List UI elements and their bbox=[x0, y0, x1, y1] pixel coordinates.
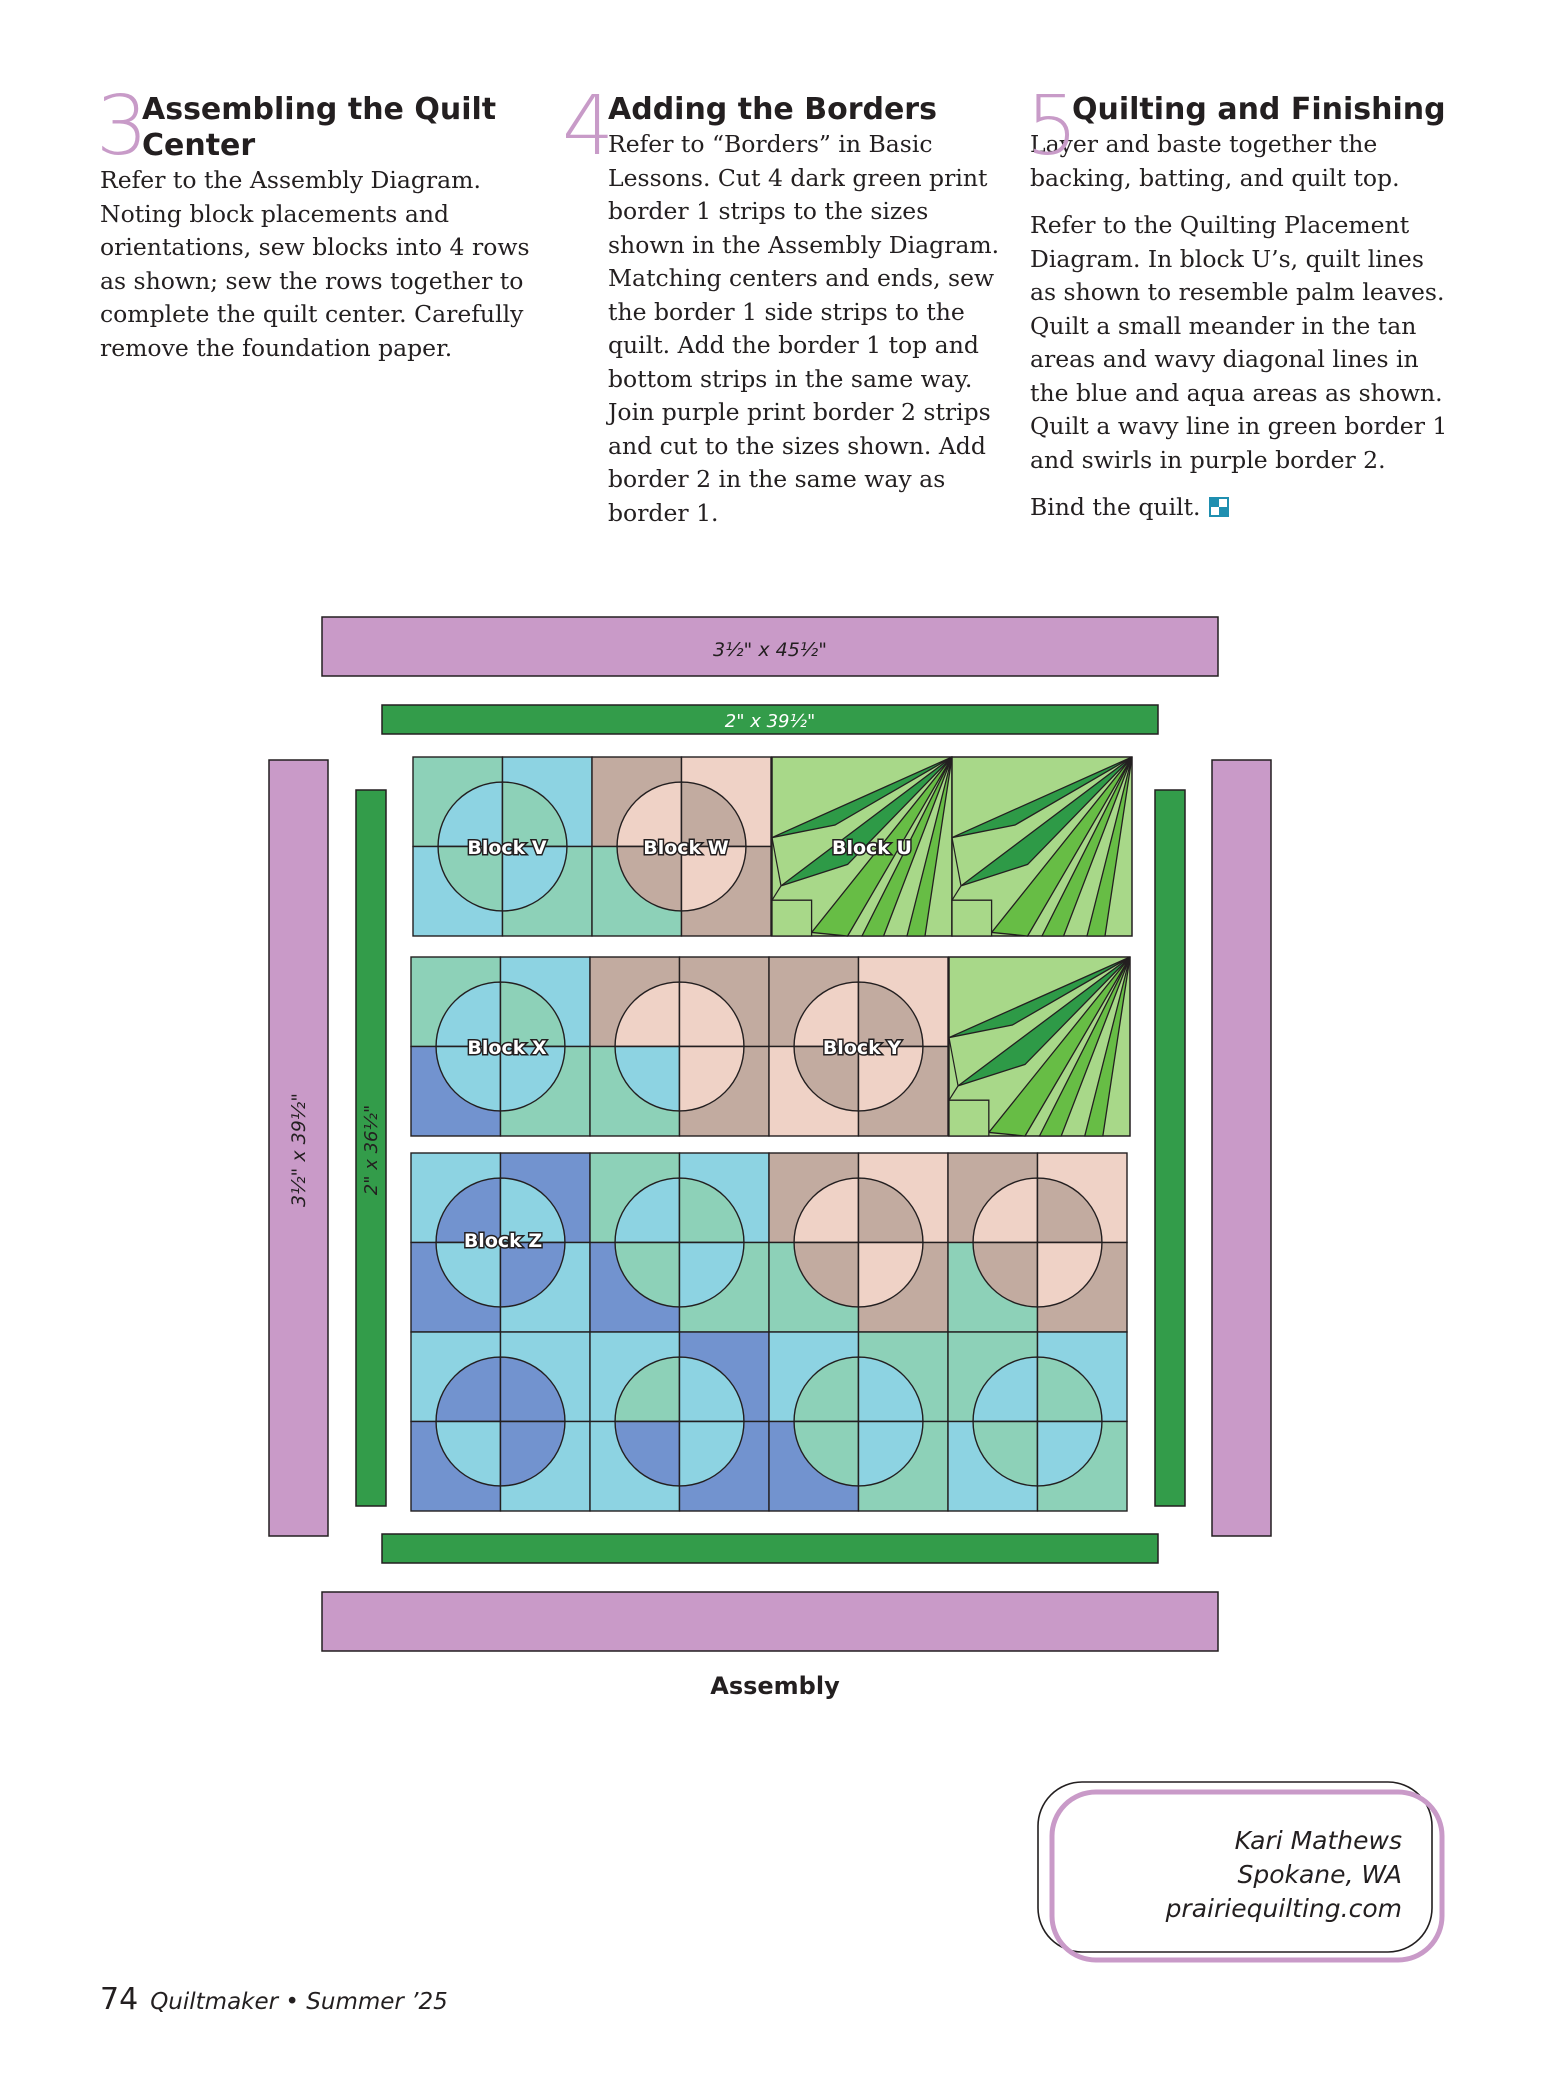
page-footer bbox=[100, 1982, 448, 2017]
step-paragraph: Refer to the Quilting Placement Diagram. In block U’s, quilt lines as shown to resemble palm leaves. Quilt a small meander in the tan areas and wavy diagonal lines in the blue and aqua areas as shown. Quilt a wavy line in green border 1 and swirls in purple border 2. bbox=[1030, 211, 1448, 474]
designer-location: Spokane, WA bbox=[1237, 1860, 1402, 1889]
border-1-top-size: 2" x 39½" bbox=[724, 711, 816, 732]
border-1-side-size: 2" x 36½" bbox=[361, 1104, 382, 1196]
leaf-corner bbox=[952, 900, 992, 936]
step-number: 4 bbox=[562, 79, 615, 174]
page-number: 74 bbox=[100, 1982, 139, 2017]
assembly-diagram bbox=[260, 610, 1290, 1660]
step-3-column bbox=[96, 79, 540, 379]
block-label: Block Y bbox=[822, 1037, 902, 1059]
border-2-bottom bbox=[322, 1592, 1218, 1651]
leaf-corner bbox=[772, 900, 812, 936]
step-paragraph: Layer and baste together the backing, batting, and quilt top. bbox=[1030, 130, 1400, 192]
end-mark-icon bbox=[1209, 497, 1229, 517]
step-title: Assembling the Quilt Center bbox=[142, 92, 497, 163]
designer-website[interactable]: prairiequilting.com bbox=[1165, 1894, 1402, 1923]
step-paragraph bbox=[1030, 491, 1455, 525]
border-1-bottom bbox=[382, 1534, 1158, 1563]
bind-text: Bind the quilt. bbox=[1030, 493, 1201, 521]
leaf-corner bbox=[949, 1100, 989, 1136]
block-label: Block V bbox=[467, 837, 547, 859]
border-1-right bbox=[1155, 790, 1185, 1506]
border-2-side-size: 3½" x 39½" bbox=[288, 1093, 310, 1207]
border-2-top-size: 3½" x 45½" bbox=[713, 639, 827, 661]
step-4-column bbox=[562, 79, 1006, 544]
step-title: Adding the Borders bbox=[608, 92, 937, 127]
block-label: Block X bbox=[467, 1037, 547, 1059]
step-title: Quilting and Finishing bbox=[1072, 92, 1446, 127]
border-2-right bbox=[1212, 760, 1271, 1536]
block-label: Block W bbox=[643, 837, 729, 859]
step-number: 5 bbox=[1026, 79, 1079, 174]
designer-credit bbox=[1036, 1780, 1448, 1966]
block-label: Block U bbox=[832, 837, 912, 859]
step-5-column bbox=[1026, 79, 1455, 539]
designer-name: Kari Mathews bbox=[1234, 1826, 1402, 1855]
step-3-heading bbox=[96, 79, 540, 174]
step-paragraph: Refer to the Assembly Diagram. Noting block placements and orientations, sew blocks into 4 rows as shown; sew the rows together to complete the quilt center. Carefully remove the foundation paper. bbox=[100, 166, 530, 362]
step-paragraph: Refer to “Borders” in Basic Lessons. Cut 4 dark green print border 1 strips to the sizes shown in the Assembly Diagram. Matching centers and ends, sew the border 1 side strips to the quilt. Add the border 1 top and bottom strips in the same way. Join purple print border 2 strips and cut to the sizes shown. Add border 2 in the same way as border 1. bbox=[608, 130, 1000, 527]
step-number: 3 bbox=[96, 79, 149, 174]
step-4-heading bbox=[562, 79, 1006, 174]
block-label: Block Z bbox=[463, 1230, 543, 1252]
diagram-caption: Assembly bbox=[710, 1672, 840, 1700]
magazine-issue: Quiltmaker • Summer ’25 bbox=[150, 1989, 448, 2015]
